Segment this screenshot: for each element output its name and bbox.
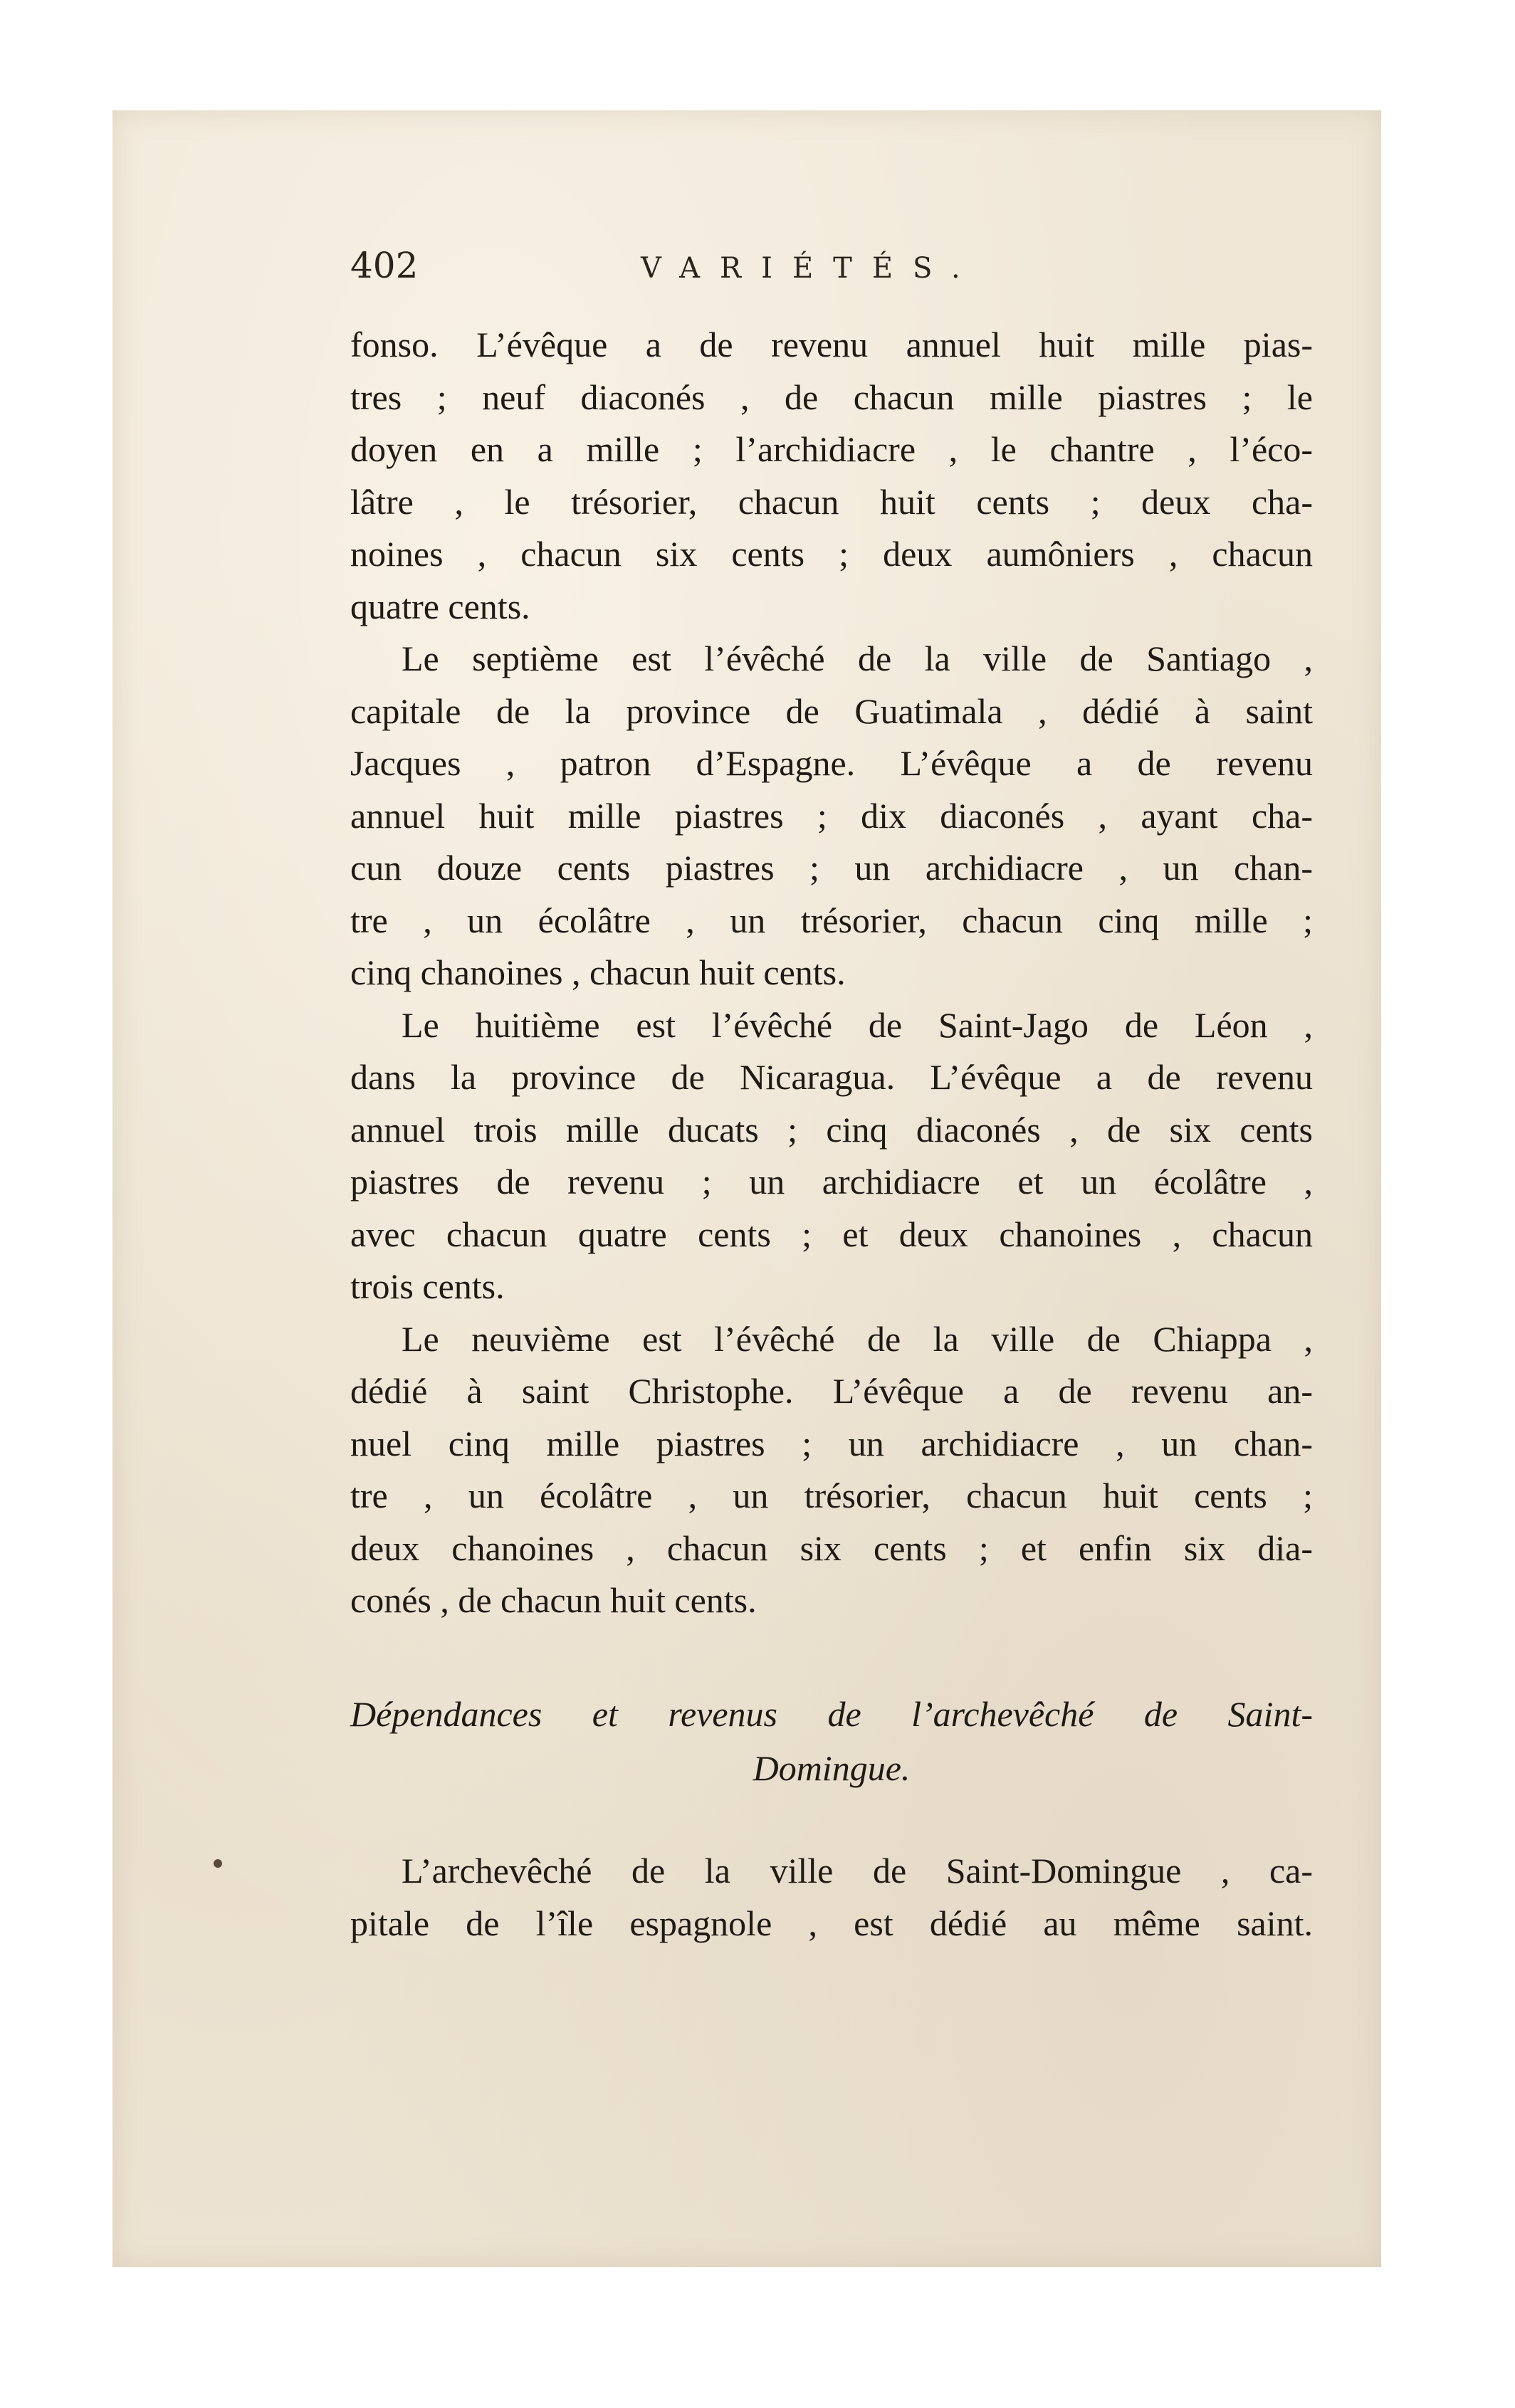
page-number: 402	[350, 245, 419, 286]
text-line: nuel cinq mille piastres ; un archidiacre , un chan-	[350, 1423, 1313, 1463]
text-line: quatre cents.	[350, 586, 530, 626]
heading-line: Domingue.	[753, 1748, 911, 1788]
text-line: fonso. L’évêque a de revenu annuel huit mille pias-	[350, 325, 1313, 364]
text-line: capitale de la province de Guatimala , dédié à saint	[350, 690, 1313, 731]
text-line: tre , un écolâtre , un trésorier, chacun huit cents ;	[350, 1476, 1313, 1515]
ink-speck	[214, 1859, 222, 1868]
text-line: dans la province de Nicaragua. L’évêque a de revenu	[350, 1057, 1313, 1097]
text-line: doyen en a mille ; l’archidiacre , le chantre , l’éco-	[350, 429, 1313, 469]
text-line: tres ; neuf diaconés , de chacun mille piastres ; le	[350, 377, 1313, 417]
text-line: piastres de revenu ; un archidiacre et un écolâtre ,	[350, 1162, 1313, 1202]
text-line: conés , de chacun huit cents.	[350, 1580, 757, 1620]
section-heading	[350, 1687, 1313, 1795]
text-line: lâtre , le trésorier, chacun huit cents ; deux cha-	[350, 481, 1313, 522]
text-line: L’archevêché de la ville de Saint-Domingue , ca-	[402, 1851, 1313, 1891]
text-line: annuel trois mille ducats ; cinq diaconés , de six cents	[350, 1109, 1313, 1150]
running-title: VARIÉTÉS.	[641, 252, 980, 285]
text-line: pitale de l’île espagnole , est dédié au même saint.	[350, 1903, 1313, 1943]
page-header	[350, 241, 1311, 290]
text-line: annuel huit mille piastres ; dix diaconés , ayant cha-	[350, 795, 1313, 836]
heading-line: Dépendances et revenus de l’archevêché de Saint-	[350, 1694, 1313, 1734]
text-line: Le neuvième est l’évêché de la ville de Chiappa ,	[402, 1318, 1313, 1359]
text-line: dédié à saint Christophe. L’évêque a de revenu an-	[350, 1371, 1313, 1411]
text-line: Le huitième est l’évêché de Saint-Jago de Léon ,	[402, 1004, 1313, 1045]
text-line: trois cents.	[350, 1266, 505, 1306]
text-line: Jacques , patron d’Espagne. L’évêque a de revenu	[350, 743, 1313, 783]
text-line: tre , un écolâtre , un trésorier, chacun cinq mille ;	[350, 900, 1313, 940]
text-line: cinq chanoines , chacun huit cents.	[350, 952, 846, 992]
text-line: Le septième est l’évêché de la ville de Santiago ,	[402, 638, 1313, 678]
body-text-continued	[350, 1845, 1313, 1950]
text-line: deux chanoines , chacun six cents ; et enfin six dia-	[350, 1528, 1313, 1568]
body-text	[350, 319, 1313, 1627]
text-line: cun douze cents piastres ; un archidiacre , un chan-	[350, 848, 1313, 888]
text-line: avec chacun quatre cents ; et deux chanoines , chacun	[350, 1214, 1313, 1254]
text-line: noines , chacun six cents ; deux aumôniers , chacun	[350, 534, 1313, 574]
